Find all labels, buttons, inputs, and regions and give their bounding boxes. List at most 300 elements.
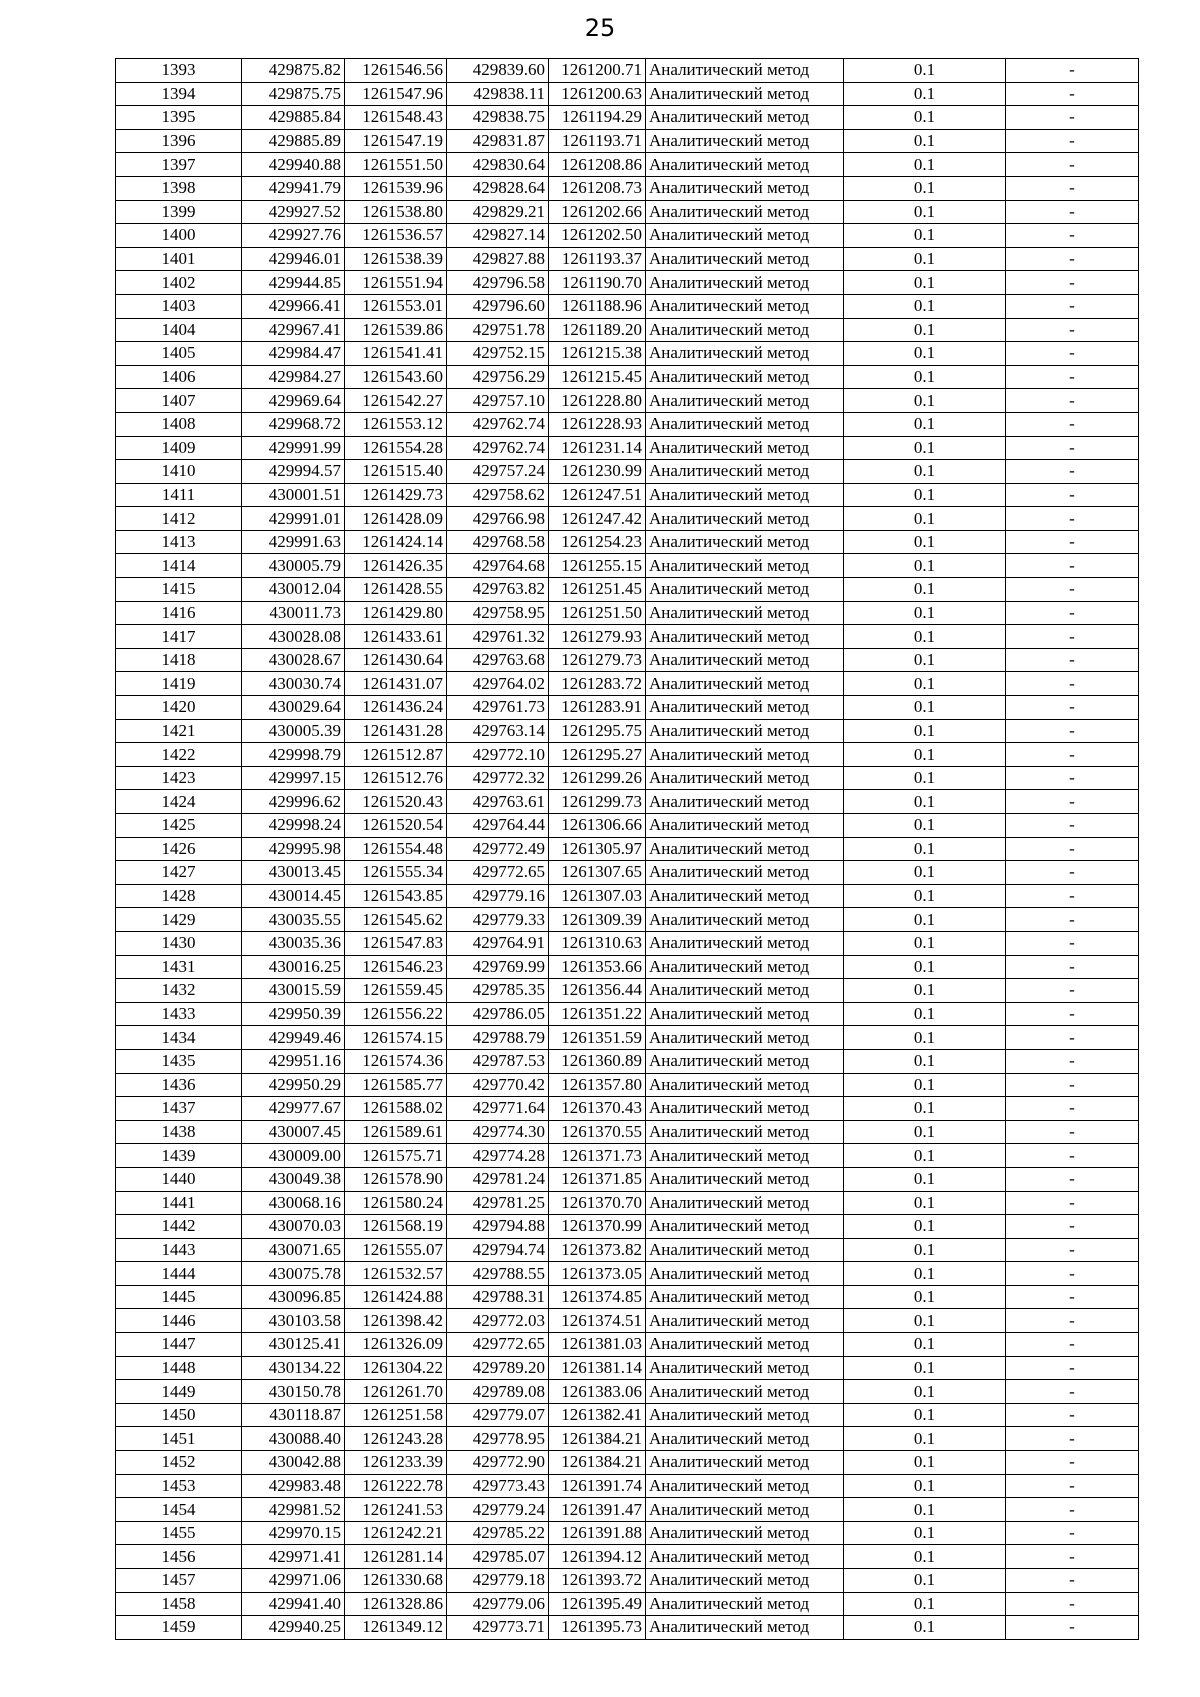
table-row (116, 1002, 1139, 1026)
y-old-cell: 1261532.57 (345, 1262, 447, 1286)
y-old-cell: 1261243.28 (345, 1427, 447, 1451)
x-new-cell: 429772.65 (447, 861, 549, 885)
x-old-cell: 430118.87 (242, 1403, 345, 1427)
y-old-cell: 1261261.70 (345, 1380, 447, 1404)
y-new-cell: 1261299.73 (549, 790, 646, 814)
accuracy-cell: 0.1 (844, 129, 1006, 153)
note-cell: - (1006, 1167, 1139, 1191)
note-cell: - (1006, 271, 1139, 295)
method-cell: Аналитический метод (646, 554, 844, 578)
method-cell: Аналитический метод (646, 1333, 844, 1357)
note-cell: - (1006, 59, 1139, 83)
x-new-cell: 429769.99 (447, 955, 549, 979)
table-row (116, 1120, 1139, 1144)
method-cell: Аналитический метод (646, 837, 844, 861)
y-new-cell: 1261279.93 (549, 625, 646, 649)
y-new-cell: 1261228.93 (549, 412, 646, 436)
accuracy-cell: 0.1 (844, 247, 1006, 271)
y-old-cell: 1261556.22 (345, 1002, 447, 1026)
y-new-cell: 1261382.41 (549, 1403, 646, 1427)
y-old-cell: 1261424.88 (345, 1285, 447, 1309)
y-old-cell: 1261304.22 (345, 1356, 447, 1380)
point-number-cell: 1434 (116, 1026, 242, 1050)
note-cell: - (1006, 979, 1139, 1003)
y-new-cell: 1261299.26 (549, 766, 646, 790)
note-cell: - (1006, 1026, 1139, 1050)
table-row (116, 106, 1139, 130)
note-cell: - (1006, 625, 1139, 649)
note-cell: - (1006, 200, 1139, 224)
coordinates-table (115, 58, 1139, 1640)
x-new-cell: 429788.31 (447, 1285, 549, 1309)
method-cell: Аналитический метод (646, 861, 844, 885)
method-cell: Аналитический метод (646, 1616, 844, 1640)
table-row (116, 648, 1139, 672)
point-number-cell: 1437 (116, 1097, 242, 1121)
point-number-cell: 1409 (116, 436, 242, 460)
method-cell: Аналитический метод (646, 82, 844, 106)
y-old-cell: 1261512.76 (345, 766, 447, 790)
y-new-cell: 1261381.03 (549, 1333, 646, 1357)
method-cell: Аналитический метод (646, 931, 844, 955)
accuracy-cell: 0.1 (844, 1002, 1006, 1026)
x-old-cell: 429977.67 (242, 1097, 345, 1121)
y-old-cell: 1261589.61 (345, 1120, 447, 1144)
note-cell: - (1006, 106, 1139, 130)
x-new-cell: 429789.08 (447, 1380, 549, 1404)
y-old-cell: 1261326.09 (345, 1333, 447, 1357)
accuracy-cell: 0.1 (844, 460, 1006, 484)
accuracy-cell: 0.1 (844, 200, 1006, 224)
method-cell: Аналитический метод (646, 672, 844, 696)
y-old-cell: 1261555.07 (345, 1238, 447, 1262)
table-row (116, 1073, 1139, 1097)
accuracy-cell: 0.1 (844, 1592, 1006, 1616)
x-new-cell: 429757.10 (447, 389, 549, 413)
method-cell: Аналитический метод (646, 507, 844, 531)
point-number-cell: 1454 (116, 1498, 242, 1522)
note-cell: - (1006, 176, 1139, 200)
accuracy-cell: 0.1 (844, 931, 1006, 955)
point-number-cell: 1424 (116, 790, 242, 814)
method-cell: Аналитический метод (646, 1120, 844, 1144)
method-cell: Аналитический метод (646, 106, 844, 130)
note-cell: - (1006, 1120, 1139, 1144)
accuracy-cell: 0.1 (844, 1474, 1006, 1498)
x-old-cell: 430009.00 (242, 1144, 345, 1168)
note-cell: - (1006, 1616, 1139, 1640)
y-old-cell: 1261551.94 (345, 271, 447, 295)
accuracy-cell: 0.1 (844, 1545, 1006, 1569)
point-number-cell: 1411 (116, 483, 242, 507)
y-old-cell: 1261554.48 (345, 837, 447, 861)
note-cell: - (1006, 1451, 1139, 1475)
table-row (116, 625, 1139, 649)
note-cell: - (1006, 1569, 1139, 1593)
table-row (116, 1285, 1139, 1309)
accuracy-cell: 0.1 (844, 412, 1006, 436)
accuracy-cell: 0.1 (844, 1191, 1006, 1215)
y-new-cell: 1261202.66 (549, 200, 646, 224)
note-cell: - (1006, 530, 1139, 554)
point-number-cell: 1429 (116, 908, 242, 932)
note-cell: - (1006, 1309, 1139, 1333)
x-new-cell: 429779.06 (447, 1592, 549, 1616)
y-new-cell: 1261247.51 (549, 483, 646, 507)
point-number-cell: 1427 (116, 861, 242, 885)
x-old-cell: 429966.41 (242, 294, 345, 318)
y-new-cell: 1261391.47 (549, 1498, 646, 1522)
table-row (116, 861, 1139, 885)
accuracy-cell: 0.1 (844, 1451, 1006, 1475)
table-row (116, 1356, 1139, 1380)
table-row (116, 931, 1139, 955)
table-row (116, 578, 1139, 602)
note-cell: - (1006, 578, 1139, 602)
accuracy-cell: 0.1 (844, 1120, 1006, 1144)
note-cell: - (1006, 790, 1139, 814)
y-old-cell: 1261574.36 (345, 1049, 447, 1073)
x-old-cell: 429981.52 (242, 1498, 345, 1522)
x-old-cell: 429941.79 (242, 176, 345, 200)
y-new-cell: 1261193.37 (549, 247, 646, 271)
point-number-cell: 1444 (116, 1262, 242, 1286)
method-cell: Аналитический метод (646, 153, 844, 177)
method-cell: Аналитический метод (646, 1144, 844, 1168)
table-row (116, 342, 1139, 366)
y-old-cell: 1261585.77 (345, 1073, 447, 1097)
note-cell: - (1006, 672, 1139, 696)
y-new-cell: 1261194.29 (549, 106, 646, 130)
method-cell: Аналитический метод (646, 1498, 844, 1522)
y-new-cell: 1261190.70 (549, 271, 646, 295)
y-old-cell: 1261424.14 (345, 530, 447, 554)
y-new-cell: 1261255.15 (549, 554, 646, 578)
y-new-cell: 1261188.96 (549, 294, 646, 318)
method-cell: Аналитический метод (646, 1309, 844, 1333)
note-cell: - (1006, 1356, 1139, 1380)
y-old-cell: 1261541.41 (345, 342, 447, 366)
accuracy-cell: 0.1 (844, 1215, 1006, 1239)
y-old-cell: 1261547.96 (345, 82, 447, 106)
x-new-cell: 429796.58 (447, 271, 549, 295)
x-old-cell: 430013.45 (242, 861, 345, 885)
accuracy-cell: 0.1 (844, 224, 1006, 248)
method-cell: Аналитический метод (646, 176, 844, 200)
y-old-cell: 1261545.62 (345, 908, 447, 932)
note-cell: - (1006, 1592, 1139, 1616)
x-new-cell: 429838.11 (447, 82, 549, 106)
x-new-cell: 429752.15 (447, 342, 549, 366)
y-new-cell: 1261189.20 (549, 318, 646, 342)
x-old-cell: 430075.78 (242, 1262, 345, 1286)
x-new-cell: 429758.95 (447, 601, 549, 625)
note-cell: - (1006, 294, 1139, 318)
x-old-cell: 429991.99 (242, 436, 345, 460)
table-row (116, 1191, 1139, 1215)
x-new-cell: 429774.28 (447, 1144, 549, 1168)
point-number-cell: 1440 (116, 1167, 242, 1191)
note-cell: - (1006, 1333, 1139, 1357)
y-old-cell: 1261580.24 (345, 1191, 447, 1215)
x-old-cell: 430007.45 (242, 1120, 345, 1144)
x-old-cell: 430012.04 (242, 578, 345, 602)
y-old-cell: 1261568.19 (345, 1215, 447, 1239)
y-old-cell: 1261349.12 (345, 1616, 447, 1640)
accuracy-cell: 0.1 (844, 1097, 1006, 1121)
y-old-cell: 1261429.80 (345, 601, 447, 625)
accuracy-cell: 0.1 (844, 814, 1006, 838)
accuracy-cell: 0.1 (844, 1333, 1006, 1357)
y-old-cell: 1261430.64 (345, 648, 447, 672)
x-new-cell: 429839.60 (447, 59, 549, 83)
accuracy-cell: 0.1 (844, 884, 1006, 908)
y-new-cell: 1261371.85 (549, 1167, 646, 1191)
point-number-cell: 1426 (116, 837, 242, 861)
note-cell: - (1006, 719, 1139, 743)
y-new-cell: 1261251.50 (549, 601, 646, 625)
table-row (116, 1262, 1139, 1286)
accuracy-cell: 0.1 (844, 955, 1006, 979)
y-old-cell: 1261538.39 (345, 247, 447, 271)
y-old-cell: 1261536.57 (345, 224, 447, 248)
point-number-cell: 1435 (116, 1049, 242, 1073)
y-new-cell: 1261202.50 (549, 224, 646, 248)
x-new-cell: 429838.75 (447, 106, 549, 130)
method-cell: Аналитический метод (646, 1002, 844, 1026)
note-cell: - (1006, 507, 1139, 531)
method-cell: Аналитический метод (646, 1262, 844, 1286)
x-old-cell: 429998.79 (242, 743, 345, 767)
y-old-cell: 1261547.19 (345, 129, 447, 153)
y-new-cell: 1261391.88 (549, 1521, 646, 1545)
x-old-cell: 429927.52 (242, 200, 345, 224)
x-new-cell: 429758.62 (447, 483, 549, 507)
table-row (116, 696, 1139, 720)
x-old-cell: 430011.73 (242, 601, 345, 625)
x-old-cell: 429875.82 (242, 59, 345, 83)
x-new-cell: 429828.64 (447, 176, 549, 200)
x-new-cell: 429774.30 (447, 1120, 549, 1144)
note-cell: - (1006, 1545, 1139, 1569)
accuracy-cell: 0.1 (844, 1427, 1006, 1451)
point-number-cell: 1417 (116, 625, 242, 649)
point-number-cell: 1397 (116, 153, 242, 177)
accuracy-cell: 0.1 (844, 106, 1006, 130)
method-cell: Аналитический метод (646, 342, 844, 366)
method-cell: Аналитический метод (646, 436, 844, 460)
note-cell: - (1006, 1191, 1139, 1215)
x-old-cell: 429950.39 (242, 1002, 345, 1026)
point-number-cell: 1453 (116, 1474, 242, 1498)
x-new-cell: 429772.49 (447, 837, 549, 861)
accuracy-cell: 0.1 (844, 601, 1006, 625)
x-new-cell: 429830.64 (447, 153, 549, 177)
point-number-cell: 1431 (116, 955, 242, 979)
x-old-cell: 429875.75 (242, 82, 345, 106)
x-new-cell: 429762.74 (447, 436, 549, 460)
point-number-cell: 1442 (116, 1215, 242, 1239)
note-cell: - (1006, 153, 1139, 177)
table-row (116, 814, 1139, 838)
x-new-cell: 429787.53 (447, 1049, 549, 1073)
y-new-cell: 1261307.03 (549, 884, 646, 908)
y-new-cell: 1261295.75 (549, 719, 646, 743)
x-new-cell: 429772.32 (447, 766, 549, 790)
accuracy-cell: 0.1 (844, 1498, 1006, 1522)
y-old-cell: 1261429.73 (345, 483, 447, 507)
accuracy-cell: 0.1 (844, 153, 1006, 177)
y-old-cell: 1261222.78 (345, 1474, 447, 1498)
note-cell: - (1006, 460, 1139, 484)
accuracy-cell: 0.1 (844, 837, 1006, 861)
y-old-cell: 1261398.42 (345, 1309, 447, 1333)
accuracy-cell: 0.1 (844, 1026, 1006, 1050)
point-number-cell: 1419 (116, 672, 242, 696)
point-number-cell: 1407 (116, 389, 242, 413)
method-cell: Аналитический метод (646, 1569, 844, 1593)
page-number: 25 (584, 14, 616, 42)
y-new-cell: 1261215.38 (549, 342, 646, 366)
x-new-cell: 429785.35 (447, 979, 549, 1003)
x-new-cell: 429751.78 (447, 318, 549, 342)
method-cell: Аналитический метод (646, 129, 844, 153)
point-number-cell: 1432 (116, 979, 242, 1003)
method-cell: Аналитический метод (646, 365, 844, 389)
y-old-cell: 1261554.28 (345, 436, 447, 460)
accuracy-cell: 0.1 (844, 1073, 1006, 1097)
table-row (116, 554, 1139, 578)
note-cell: - (1006, 1474, 1139, 1498)
x-old-cell: 429950.29 (242, 1073, 345, 1097)
accuracy-cell: 0.1 (844, 696, 1006, 720)
x-new-cell: 429772.65 (447, 1333, 549, 1357)
accuracy-cell: 0.1 (844, 389, 1006, 413)
method-cell: Аналитический метод (646, 412, 844, 436)
point-number-cell: 1447 (116, 1333, 242, 1357)
y-old-cell: 1261546.23 (345, 955, 447, 979)
note-cell: - (1006, 247, 1139, 271)
table-row (116, 224, 1139, 248)
y-old-cell: 1261551.50 (345, 153, 447, 177)
table-row (116, 436, 1139, 460)
y-old-cell: 1261546.56 (345, 59, 447, 83)
method-cell: Аналитический метод (646, 648, 844, 672)
method-cell: Аналитический метод (646, 224, 844, 248)
table-row (116, 766, 1139, 790)
y-new-cell: 1261373.82 (549, 1238, 646, 1262)
y-old-cell: 1261251.58 (345, 1403, 447, 1427)
y-old-cell: 1261428.55 (345, 578, 447, 602)
accuracy-cell: 0.1 (844, 176, 1006, 200)
point-number-cell: 1422 (116, 743, 242, 767)
y-new-cell: 1261208.86 (549, 153, 646, 177)
method-cell: Аналитический метод (646, 1521, 844, 1545)
x-old-cell: 430096.85 (242, 1285, 345, 1309)
point-number-cell: 1428 (116, 884, 242, 908)
note-cell: - (1006, 931, 1139, 955)
note-cell: - (1006, 436, 1139, 460)
note-cell: - (1006, 743, 1139, 767)
point-number-cell: 1458 (116, 1592, 242, 1616)
y-new-cell: 1261215.45 (549, 365, 646, 389)
y-new-cell: 1261360.89 (549, 1049, 646, 1073)
table-row (116, 1167, 1139, 1191)
method-cell: Аналитический метод (646, 200, 844, 224)
method-cell: Аналитический метод (646, 1545, 844, 1569)
y-old-cell: 1261555.34 (345, 861, 447, 885)
table-row (116, 318, 1139, 342)
table-row (116, 1403, 1139, 1427)
y-new-cell: 1261279.73 (549, 648, 646, 672)
table-row (116, 200, 1139, 224)
x-new-cell: 429831.87 (447, 129, 549, 153)
table-row (116, 1049, 1139, 1073)
table-row (116, 1309, 1139, 1333)
table-row (116, 719, 1139, 743)
accuracy-cell: 0.1 (844, 1521, 1006, 1545)
note-cell: - (1006, 1427, 1139, 1451)
x-new-cell: 429773.43 (447, 1474, 549, 1498)
point-number-cell: 1393 (116, 59, 242, 83)
x-new-cell: 429772.90 (447, 1451, 549, 1475)
method-cell: Аналитический метод (646, 59, 844, 83)
y-old-cell: 1261548.43 (345, 106, 447, 130)
x-old-cell: 430005.79 (242, 554, 345, 578)
accuracy-cell: 0.1 (844, 766, 1006, 790)
x-old-cell: 430103.58 (242, 1309, 345, 1333)
y-new-cell: 1261371.73 (549, 1144, 646, 1168)
method-cell: Аналитический метод (646, 1403, 844, 1427)
point-number-cell: 1446 (116, 1309, 242, 1333)
method-cell: Аналитический метод (646, 1167, 844, 1191)
x-old-cell: 429885.84 (242, 106, 345, 130)
x-new-cell: 429757.24 (447, 460, 549, 484)
note-cell: - (1006, 318, 1139, 342)
accuracy-cell: 0.1 (844, 648, 1006, 672)
note-cell: - (1006, 861, 1139, 885)
point-number-cell: 1441 (116, 1191, 242, 1215)
table-row (116, 483, 1139, 507)
accuracy-cell: 0.1 (844, 1049, 1006, 1073)
accuracy-cell: 0.1 (844, 59, 1006, 83)
note-cell: - (1006, 1002, 1139, 1026)
x-old-cell: 430028.67 (242, 648, 345, 672)
y-new-cell: 1261254.23 (549, 530, 646, 554)
y-new-cell: 1261351.59 (549, 1026, 646, 1050)
x-old-cell: 429983.48 (242, 1474, 345, 1498)
note-cell: - (1006, 1498, 1139, 1522)
y-new-cell: 1261370.55 (549, 1120, 646, 1144)
x-new-cell: 429781.24 (447, 1167, 549, 1191)
accuracy-cell: 0.1 (844, 1262, 1006, 1286)
point-number-cell: 1439 (116, 1144, 242, 1168)
note-cell: - (1006, 1403, 1139, 1427)
table-row (116, 908, 1139, 932)
point-number-cell: 1438 (116, 1120, 242, 1144)
point-number-cell: 1420 (116, 696, 242, 720)
method-cell: Аналитический метод (646, 1285, 844, 1309)
x-old-cell: 429949.46 (242, 1026, 345, 1050)
x-old-cell: 430001.51 (242, 483, 345, 507)
accuracy-cell: 0.1 (844, 979, 1006, 1003)
method-cell: Аналитический метод (646, 1427, 844, 1451)
y-new-cell: 1261200.71 (549, 59, 646, 83)
method-cell: Аналитический метод (646, 1474, 844, 1498)
x-new-cell: 429768.58 (447, 530, 549, 554)
method-cell: Аналитический метод (646, 601, 844, 625)
accuracy-cell: 0.1 (844, 1167, 1006, 1191)
